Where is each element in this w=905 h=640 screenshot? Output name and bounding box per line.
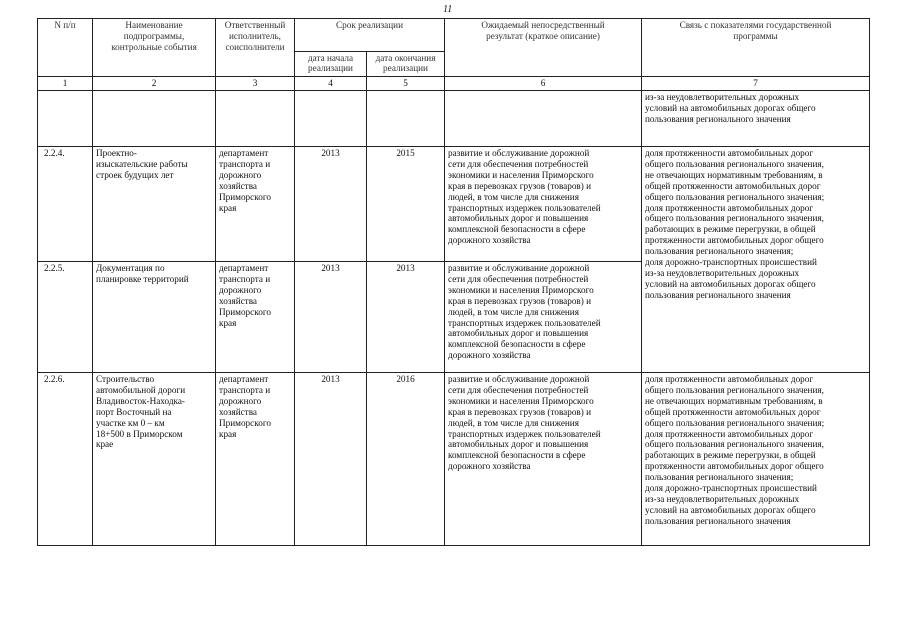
column-number: 3: [216, 77, 295, 91]
column-number: 4: [295, 77, 367, 91]
cell-empty: [216, 91, 295, 147]
cell-empty: [295, 91, 367, 147]
row-end-year: 2016: [367, 373, 445, 546]
column-number: 5: [367, 77, 445, 91]
column-number: 2: [93, 77, 216, 91]
row-number: 2.2.6.: [38, 373, 93, 546]
row-indicators: доля протяженности автомобильных дорог общего пользования регионального значения, не отвечающих нормативным требованиям, в общей протяженности автомобильных дорог общего пользования регионального значения; доля протяженности автомобильных дорог общего пользования регионального значения, работающих в режиме перегрузки, в общей протяженности автомобильных дорог общего пользования регионального значения; доля дорожно-транспортных происшествий из-за неудовлетворительных дорожных условий на автомобильных дорогах общего пользования регионального значения: [642, 373, 870, 546]
cell-empty: [445, 91, 642, 147]
table-row: [38, 373, 870, 546]
row-result: развитие и обслуживание дорожной сети для обеспечения потребностей экономики и населения Приморского края в перевозках грузов (товаров) и людей, в том числе для снижения транспортных издержек пользователей автомобильных дорог и повышения комплексной безопасности в сфере дорожного хозяйства: [445, 373, 642, 546]
row-indicators: доля протяженности автомобильных дорог общего пользования регионального значения, не отвечающих нормативным требованиям, в общей протяженности автомобильных дорог общего пользования регионального значения; доля протяженности автомобильных дорог общего пользования регионального значения, работающих в режиме перегрузки, в общей протяженности автомобильных дорог общего пользования регионального значения; доля дорожно-транспортных происшествий из-за неудовлетворительных дорожных условий на автомобильных дорогах общего пользования регионального значения: [642, 147, 870, 373]
row-end-year: 2013: [367, 262, 445, 373]
column-number: 1: [38, 77, 93, 91]
page-number: 11: [443, 4, 453, 15]
header-result: Ожидаемый непосредственный результат (краткое описание): [445, 19, 642, 77]
header-number: N п/п: [38, 19, 93, 77]
row-name: Проектно- изыскательские работы строек будущих лет: [93, 147, 216, 262]
continuation-indicators: из-за неудовлетворительных дорожных условий на автомобильных дорогах общего пользования регионального значения: [642, 91, 870, 147]
row-executor: департамент транспорта и дорожного хозяйства Приморского края: [216, 147, 295, 262]
column-number: 6: [445, 77, 642, 91]
table-row: [38, 147, 870, 262]
row-result: развитие и обслуживание дорожной сети для обеспечения потребностей экономики и населения Приморского края в перевозках грузов (товаров) и людей, в том числе для снижения транспортных издержек пользователей автомобильных дорог и повышения комплексной безопасности в сфере дорожного хозяйства: [445, 262, 642, 373]
header-start-date: дата начала реализации: [295, 52, 367, 77]
header-row: [38, 19, 870, 52]
header-name: Наименование подпрограммы, контрольные события: [93, 19, 216, 77]
row-executor: департамент транспорта и дорожного хозяйства Приморского края: [216, 373, 295, 546]
column-number: 7: [642, 77, 870, 91]
row-start-year: 2013: [295, 262, 367, 373]
row-name: Строительство автомобильной дороги Владивосток-Находка- порт Восточный на участке км 0 – км 18+500 в Приморском крае: [93, 373, 216, 546]
row-number: 2.2.4.: [38, 147, 93, 262]
cell-empty: [367, 91, 445, 147]
row-start-year: 2013: [295, 373, 367, 546]
row-result: развитие и обслуживание дорожной сети для обеспечения потребностей экономики и населения Приморского края в перевозках грузов (товаров) и людей, в том числе для снижения транспортных издержек пользователей автомобильных дорог и повышения комплексной безопасности в сфере дорожного хозяйства: [445, 147, 642, 262]
continuation-row: [38, 91, 870, 147]
program-table: [37, 18, 870, 546]
header-period: Срок реализации: [295, 19, 445, 52]
header-executor: Ответственный исполнитель, соисполнители: [216, 19, 295, 77]
row-name: Документация по планировке территорий: [93, 262, 216, 373]
row-number: 2.2.5.: [38, 262, 93, 373]
column-numbers-row: [38, 77, 870, 91]
row-executor: департамент транспорта и дорожного хозяйства Приморского края: [216, 262, 295, 373]
row-end-year: 2015: [367, 147, 445, 262]
cell-empty: [93, 91, 216, 147]
row-start-year: 2013: [295, 147, 367, 262]
header-indicators: Связь с показателями государственной программы: [642, 19, 870, 77]
cell-empty: [38, 91, 93, 147]
header-end-date: дата окончания реализации: [367, 52, 445, 77]
